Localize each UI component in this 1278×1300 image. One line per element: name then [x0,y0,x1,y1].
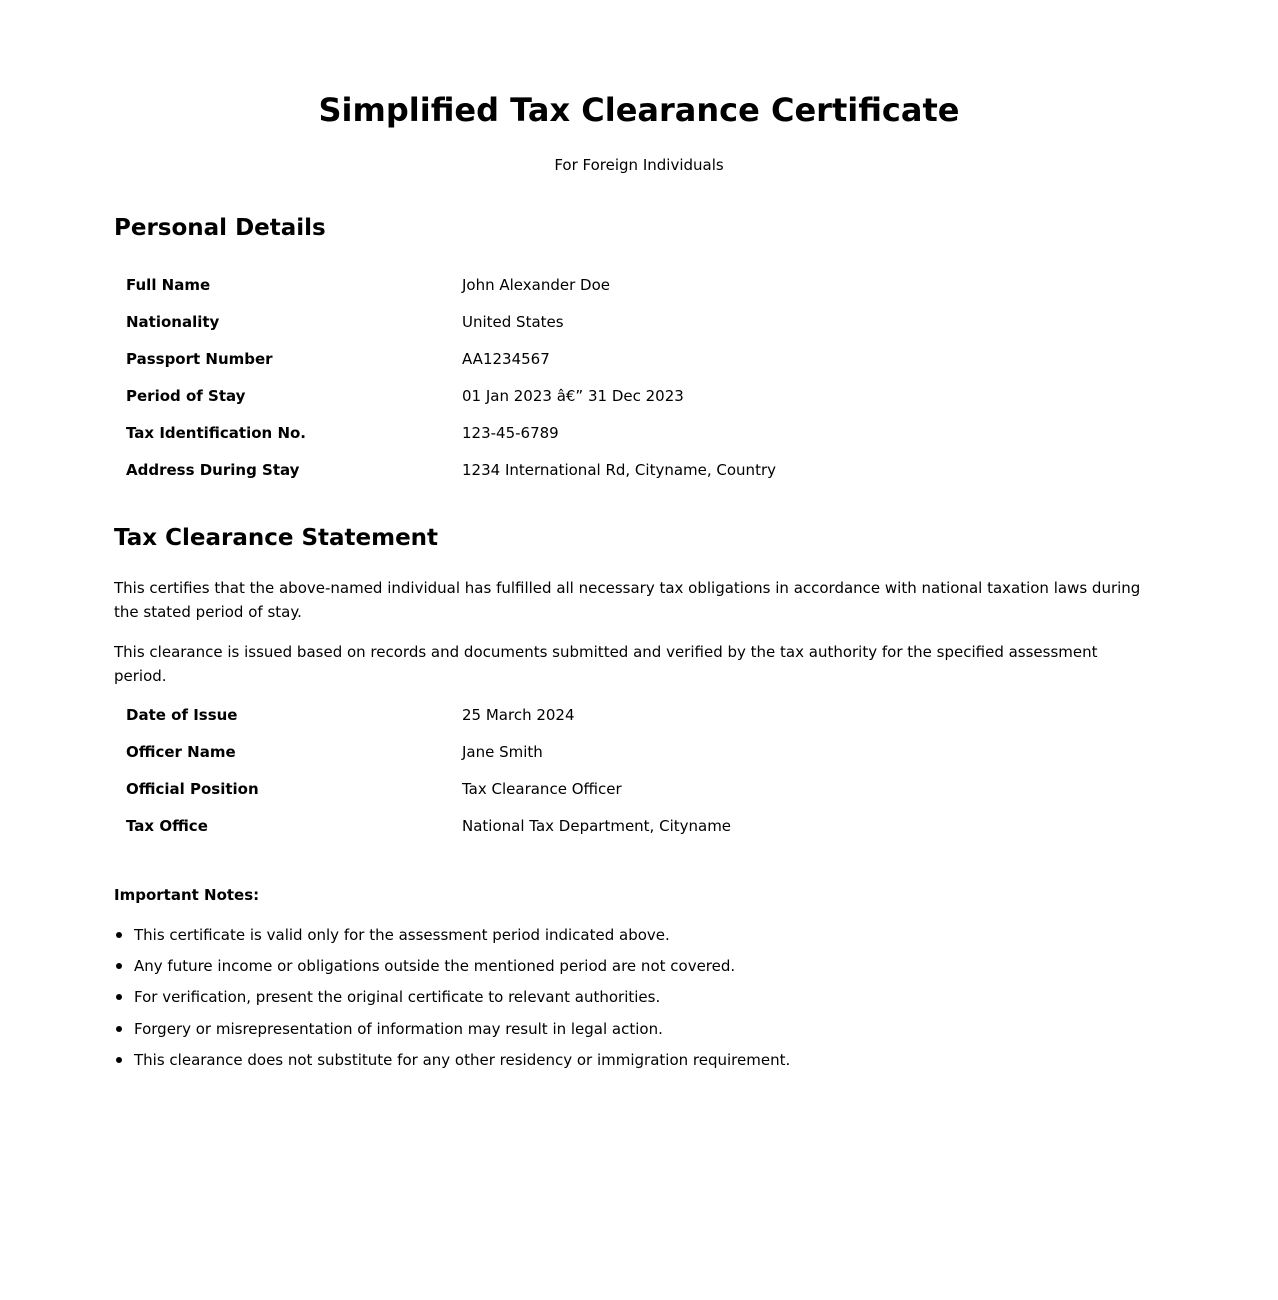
page-title: Simplified Tax Clearance Certificate [318,91,960,129]
period-of-stay-label: Period of Stay [126,386,246,405]
full-name-label: Full Name [126,275,211,294]
address-label: Address During Stay [126,460,300,479]
bullet-icon [116,1057,122,1063]
table-row [114,303,1164,340]
bullet-icon [116,994,122,1000]
list-item [114,986,1164,1017]
nationality-label: Nationality [126,312,220,331]
date-of-issue-label: Date of Issue [126,705,238,724]
list-item [114,924,1164,955]
officer-name-label: Officer Name [126,742,236,761]
tax-office-value: National Tax Department, Cityname [462,816,732,835]
note-text: For verification, present the original certificate to relevant authorities. [134,988,661,1007]
full-name-value: John Alexander Doe [462,275,610,294]
table-row [114,807,1164,844]
date-of-issue-value: 25 March 2024 [462,705,575,724]
passport-number-label: Passport Number [126,349,273,368]
bullet-icon [116,932,122,938]
statement-heading: Tax Clearance Statement [114,525,439,551]
officer-name-value: Jane Smith [462,742,543,761]
personal-details-table [114,266,1164,488]
statement-paragraph: This certifies that the above-named individual has fulfilled all necessary tax obligations in accordance with national taxation laws during the stated period of stay. [114,579,1141,621]
address-value: 1234 International Rd, Cityname, Country [462,460,776,479]
official-position-label: Official Position [126,779,259,798]
page-subtitle: For Foreign Individuals [554,156,724,174]
official-position-value: Tax Clearance Officer [462,779,622,798]
note-text: This clearance does not substitute for any other residency or immigration requirement. [134,1050,791,1069]
bullet-icon [116,963,122,969]
personal-details-heading: Personal Details [114,215,326,241]
note-text: This certificate is valid only for the assessment period indicated above. [134,926,670,944]
note-text: Forgery or misrepresentation of information may result in legal action. [134,1019,663,1038]
nationality-value: United States [462,312,564,331]
note-text: Any future income or obligations outside the mentioned period are not covered. [134,957,736,976]
tax-office-label: Tax Office [126,816,208,835]
table-row [114,451,1164,488]
bullet-icon [116,1026,122,1032]
table-row [114,266,1164,303]
notes-list [114,924,1164,1080]
period-of-stay-value: 01 Jan 2023 â€” 31 Dec 2023 [462,386,684,405]
table-row [114,414,1164,451]
table-row [114,377,1164,414]
table-row [114,770,1164,807]
list-item [114,1018,1164,1049]
passport-number-value: AA1234567 [462,349,550,368]
notes-heading: Important Notes: [114,886,260,904]
statement-paragraph: This clearance is issued based on records and documents submitted and verified by the tax authority for the specified assessment period. [114,643,1098,685]
table-row [114,340,1164,377]
issue-details-table [114,696,1164,844]
tax-id-value: 123-45-6789 [462,423,559,442]
table-row [114,733,1164,770]
list-item [114,955,1164,986]
list-item [114,1049,1164,1080]
tax-id-label: Tax Identification No. [126,423,307,442]
table-row [114,696,1164,733]
